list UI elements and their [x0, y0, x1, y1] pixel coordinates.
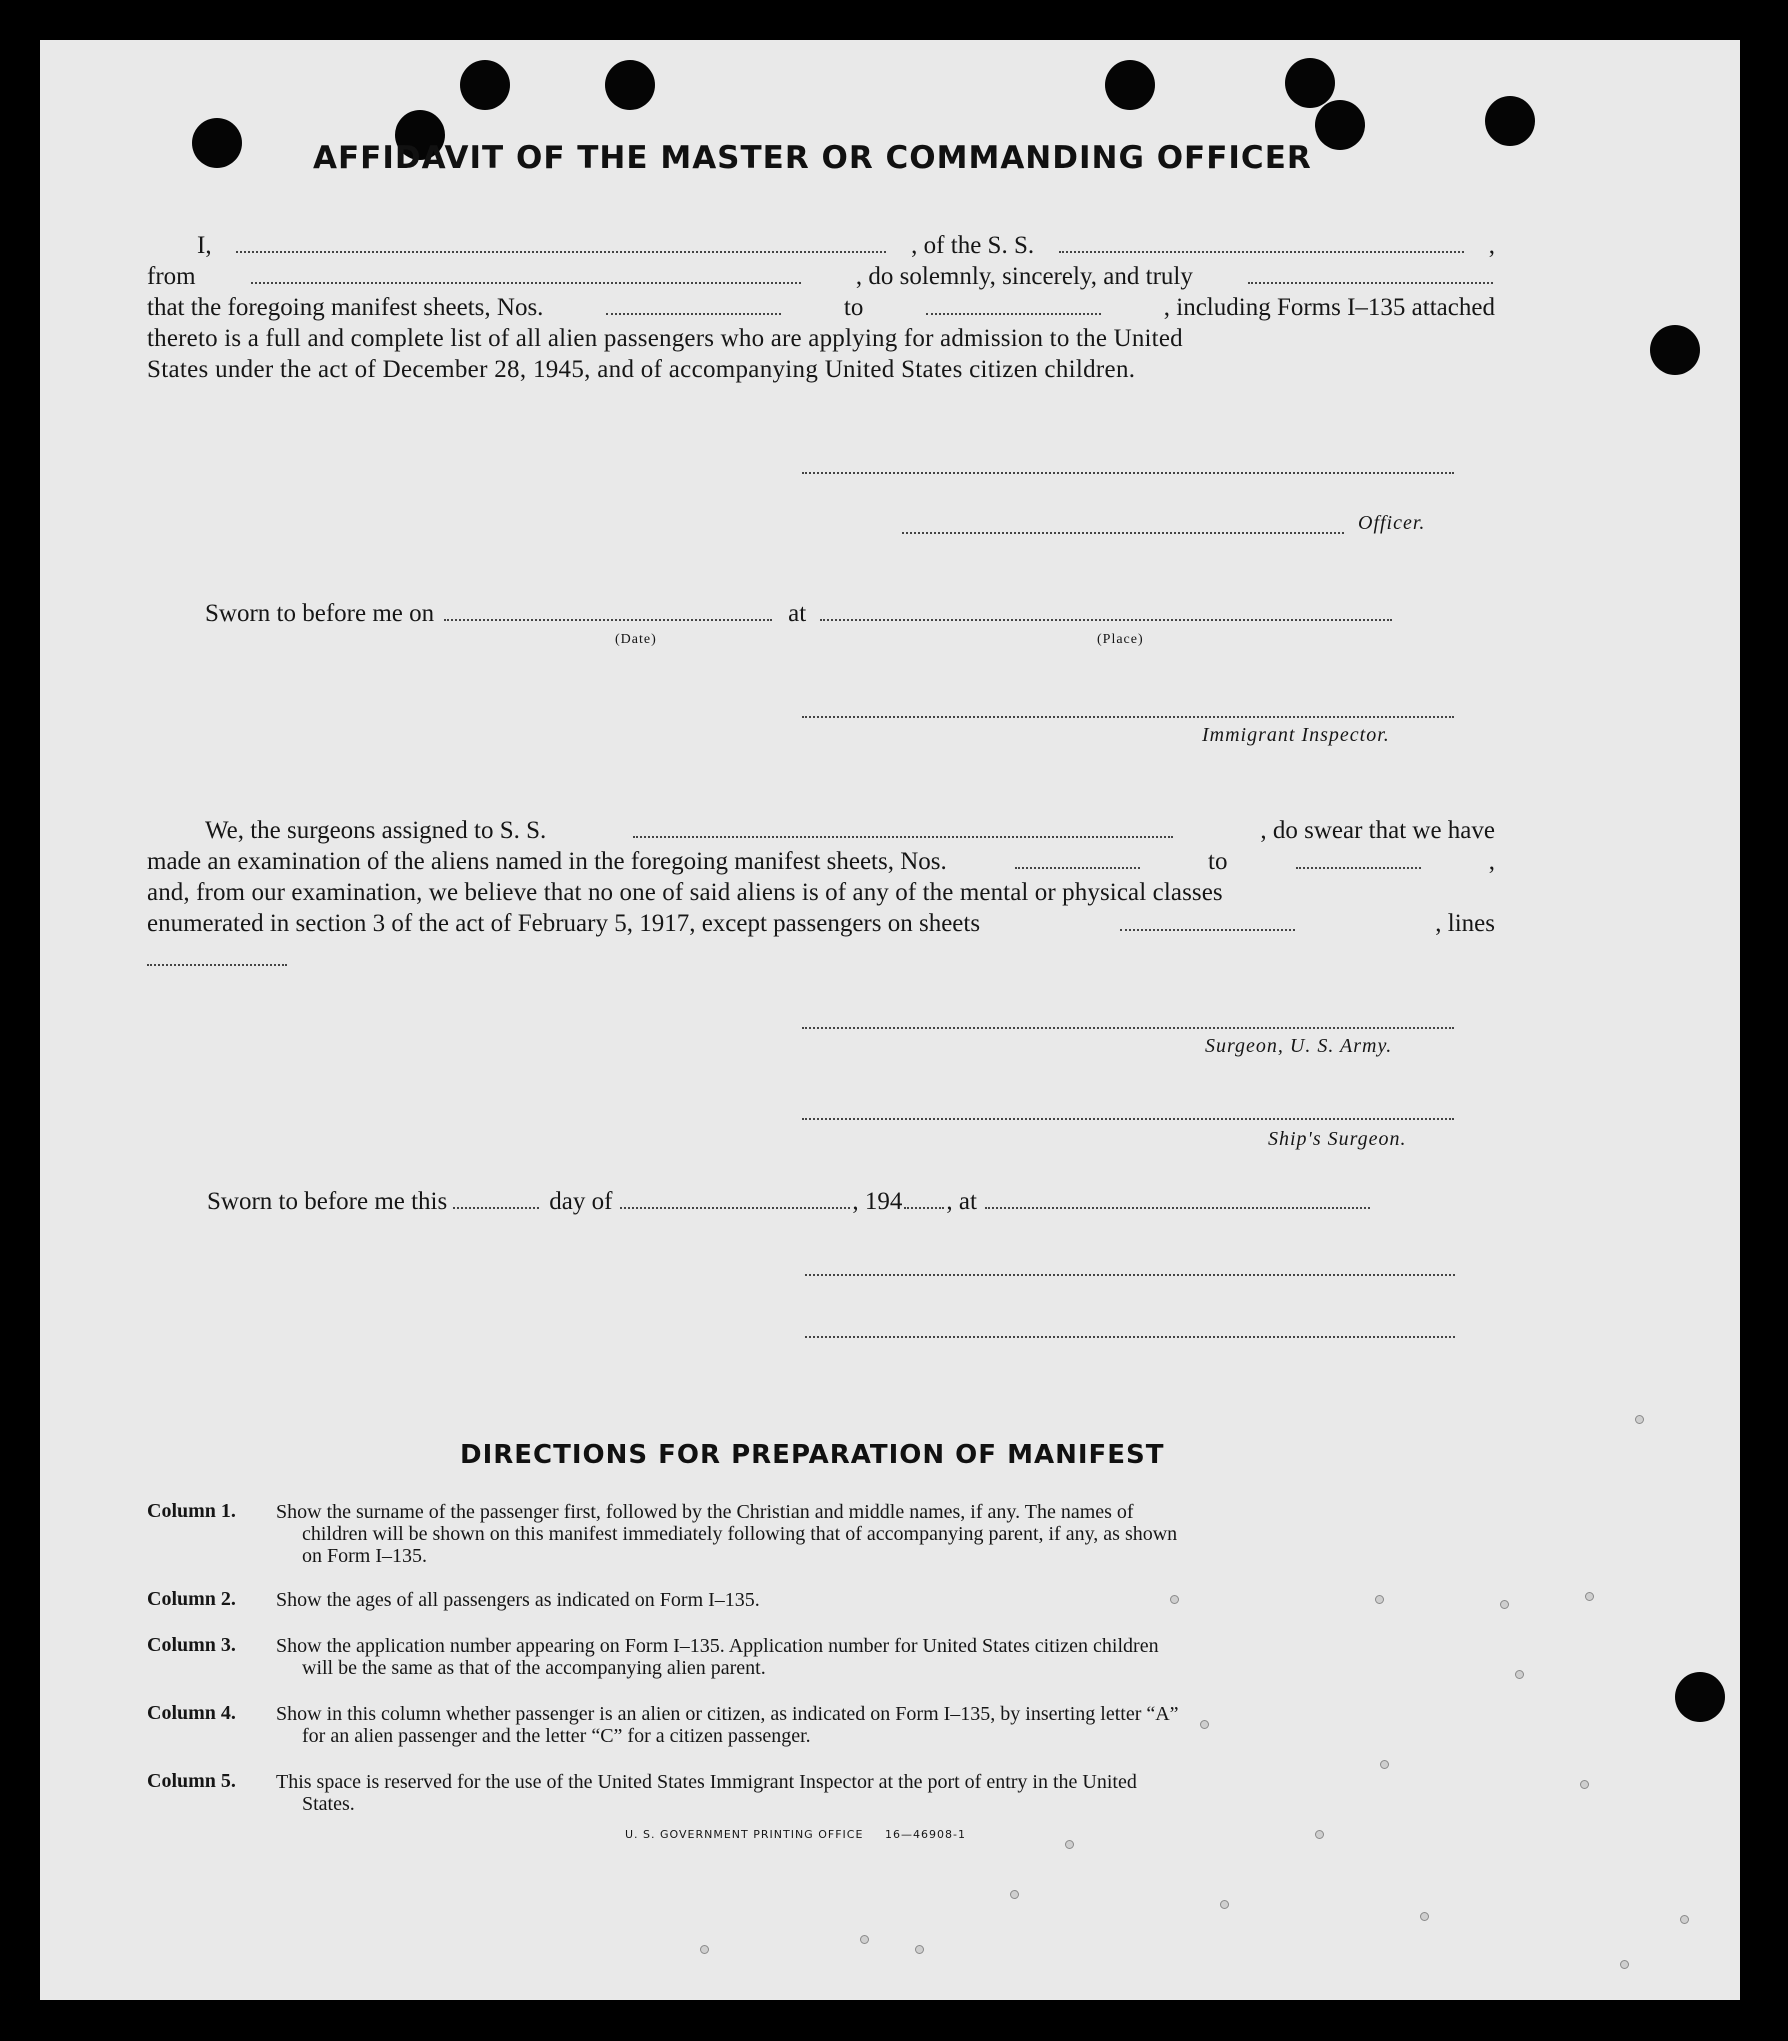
paper-speck — [1680, 1915, 1689, 1924]
paper-speck — [1420, 1912, 1429, 1921]
paper-speck — [1315, 1830, 1324, 1839]
army-surgeon-signature-line[interactable] — [802, 1027, 1454, 1029]
to-label: to — [1208, 848, 1228, 875]
comma: , — [1488, 232, 1495, 259]
at-label: at — [788, 600, 807, 627]
direction-line: This space is reserved for the use of the United States Immigrant Inspector at the port of entry in the United — [276, 1771, 1137, 1793]
direction-text-column-2 — [276, 1589, 760, 1611]
direction-label-column-3: Column 3. — [147, 1634, 236, 1656]
army-surgeon-caption: Surgeon, U. S. Army. — [1205, 1035, 1393, 1057]
paper-speck — [1585, 1592, 1594, 1601]
ship-prefix: , of the S. S. — [911, 232, 1035, 259]
from-label: from — [147, 263, 196, 290]
exam-sheet-from-field[interactable] — [1015, 851, 1140, 869]
sworn-year-field[interactable] — [904, 1191, 944, 1209]
affidavit-line-5: States under the act of December 28, 1945, and of accompanying United States citizen children. — [147, 356, 1136, 383]
direction-line: on Form I–135. — [302, 1545, 427, 1567]
officer-caption: Officer. — [1358, 512, 1426, 534]
sworn-before-line — [205, 598, 1394, 629]
direction-line: will be the same as that of the accompanying alien parent. — [302, 1657, 766, 1679]
inspector-signature-line[interactable] — [802, 716, 1454, 718]
from-port-field[interactable] — [251, 266, 801, 284]
paper-speck — [700, 1945, 709, 1954]
swear-field[interactable] — [1248, 266, 1493, 284]
surgeons-line-4 — [147, 908, 1495, 939]
paper-speck — [915, 1945, 924, 1954]
direction-label-column-4: Column 4. — [147, 1702, 236, 1724]
surgeons-ship-field[interactable] — [633, 820, 1173, 838]
official-signature-line-2[interactable] — [805, 1336, 1455, 1338]
paper-speck — [1580, 1780, 1589, 1789]
affiant-prefix: I, — [197, 232, 212, 259]
affidavit-title: AFFIDAVIT OF THE MASTER OR COMMANDING OFFICER — [313, 140, 1312, 176]
form-code: 16—46908-1 — [885, 1828, 966, 1841]
direction-text-column-4 — [276, 1703, 1179, 1747]
paper-speck — [1065, 1840, 1074, 1849]
affidavit-line-1 — [147, 230, 1495, 261]
direction-line: States. — [302, 1793, 355, 1815]
ship-name-field[interactable] — [1059, 235, 1464, 253]
sworn-this-text: Sworn to before me this — [207, 1188, 448, 1215]
except-sheets-field[interactable] — [1120, 913, 1295, 931]
directions-title: DIRECTIONS FOR PREPARATION OF MANIFEST — [460, 1440, 1165, 1470]
direction-line: for an alien passenger and the letter “C” for a citizen passenger. — [302, 1725, 811, 1747]
punch-hole — [460, 60, 510, 110]
year-prefix: , 194 — [852, 1188, 903, 1215]
surgeons-line-1 — [147, 815, 1495, 846]
officer-signature-line-1[interactable] — [802, 472, 1454, 474]
at-label: , at — [946, 1188, 977, 1215]
surgeons-line-3: and, from our examination, we believe that no one of said aliens is of any of the mental or physical classes — [147, 879, 1223, 906]
surgeons-line-2 — [147, 846, 1495, 877]
direction-label-column-2: Column 2. — [147, 1588, 236, 1610]
sworn-this-day-line — [207, 1186, 1372, 1217]
master-name-field[interactable] — [236, 235, 886, 253]
paper-speck — [1380, 1760, 1389, 1769]
punch-hole — [192, 118, 242, 168]
paper-speck — [860, 1935, 869, 1944]
exam-sheet-to-field[interactable] — [1296, 851, 1421, 869]
affidavit-line-2 — [147, 261, 1495, 292]
official-signature-line-1[interactable] — [805, 1274, 1455, 1276]
direction-line: Show the ages of all passengers as indicated on Form I–135. — [276, 1589, 760, 1611]
solemnly-text: , do solemnly, sincerely, and truly — [855, 263, 1193, 290]
date-label: (Date) — [615, 632, 657, 647]
manifest-sheets-text: that the foregoing manifest sheets, Nos. — [147, 294, 544, 321]
direction-line: children will be shown on this manifest immediately following that of accompanying parent, if any, as shown — [302, 1523, 1178, 1545]
sworn-date-field[interactable] — [444, 603, 772, 621]
paper-speck — [1375, 1595, 1384, 1604]
lines-text: , lines — [1435, 910, 1495, 937]
ship-surgeon-caption: Ship's Surgeon. — [1268, 1128, 1407, 1150]
sworn-place-field[interactable] — [820, 603, 1392, 621]
punch-hole — [605, 60, 655, 110]
direction-line: Show in this column whether passenger is an alien or citizen, as indicated on Form I–135, by inserting letter “A” — [276, 1703, 1179, 1725]
forms-attached-text: , including Forms I–135 attached — [1163, 294, 1495, 321]
day-of-label: day of — [549, 1188, 613, 1215]
sheet-to-field[interactable] — [926, 297, 1101, 315]
printer-credit: U. S. GOVERNMENT PRINTING OFFICE — [625, 1828, 864, 1841]
sheet-from-field[interactable] — [606, 297, 781, 315]
paper-speck — [1200, 1720, 1209, 1729]
ship-surgeon-signature-line[interactable] — [802, 1118, 1454, 1120]
punch-hole — [1675, 1672, 1725, 1722]
punch-hole — [1315, 100, 1365, 150]
punch-hole — [1485, 96, 1535, 146]
direction-label-column-5: Column 5. — [147, 1770, 236, 1792]
swear-text: , do swear that we have — [1260, 817, 1495, 844]
paper-speck — [1515, 1670, 1524, 1679]
sworn-day-field[interactable] — [453, 1191, 539, 1209]
comma: , — [1488, 848, 1495, 875]
paper-speck — [1500, 1600, 1509, 1609]
direction-label-column-1: Column 1. — [147, 1500, 236, 1522]
paper-speck — [1170, 1595, 1179, 1604]
punch-hole — [1285, 58, 1335, 108]
direction-text-column-3 — [276, 1635, 1159, 1679]
place-label: (Place) — [1097, 632, 1144, 647]
surgeons-text: We, the surgeons assigned to S. S. — [205, 817, 547, 844]
paper-speck — [1620, 1960, 1629, 1969]
affidavit-line-4: thereto is a full and complete list of all alien passengers who are applying for admission to the United — [147, 325, 1183, 352]
direction-line: Show the surname of the passenger first, followed by the Christian and middle names, if any. The names of — [276, 1501, 1134, 1523]
sworn2-place-field[interactable] — [985, 1191, 1370, 1209]
inspector-caption: Immigrant Inspector. — [1202, 724, 1390, 746]
punch-hole — [1650, 325, 1700, 375]
enumerated-text: enumerated in section 3 of the act of February 5, 1917, except passengers on sheets — [147, 910, 981, 937]
to-label: to — [843, 294, 864, 321]
officer-signature-line-2[interactable] — [902, 532, 1344, 534]
direction-text-column-1 — [276, 1501, 1177, 1567]
affidavit-line-3 — [147, 292, 1495, 323]
paper-speck — [1220, 1900, 1229, 1909]
paper-speck — [1010, 1890, 1019, 1899]
except-lines-field[interactable] — [147, 964, 287, 966]
examination-text: made an examination of the aliens named in the foregoing manifest sheets, Nos. — [147, 848, 947, 875]
form-page — [40, 40, 1740, 2000]
direction-text-column-5 — [276, 1771, 1137, 1815]
direction-line: Show the application number appearing on Form I–135. Application number for United States citizen children — [276, 1635, 1159, 1657]
punch-hole — [1105, 60, 1155, 110]
paper-speck — [1635, 1415, 1644, 1424]
sworn-text: Sworn to before me on — [205, 600, 435, 627]
sworn-month-field[interactable] — [620, 1191, 850, 1209]
